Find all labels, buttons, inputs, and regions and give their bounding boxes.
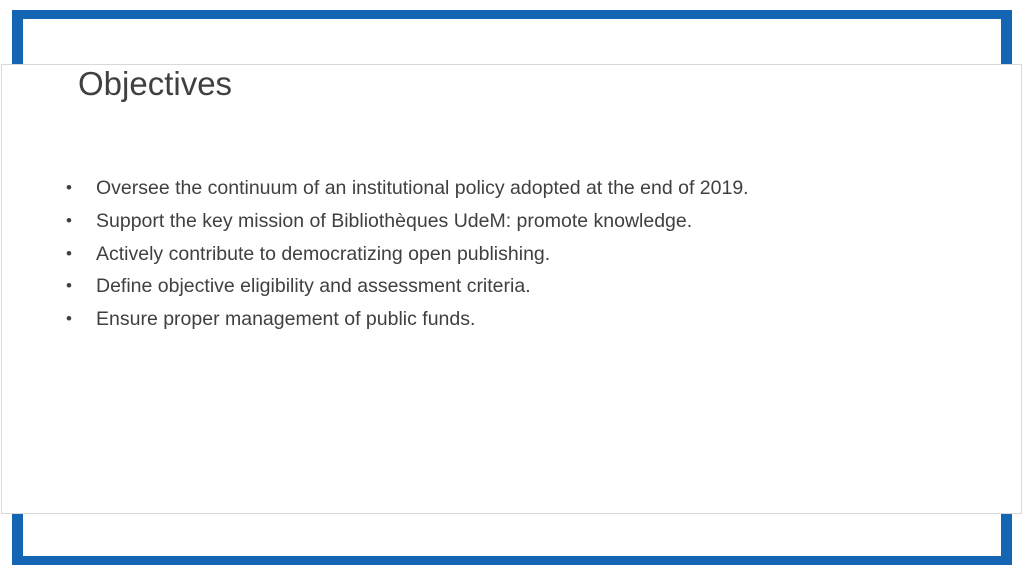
bullet-item xyxy=(66,303,749,336)
frame-top-left-corner xyxy=(12,10,23,65)
bullet-dot: • xyxy=(66,309,72,329)
bullet-text: Actively contribute to democratizing open publishing. xyxy=(96,242,551,265)
bullet-item xyxy=(66,172,749,205)
bullet-dot: • xyxy=(66,243,72,263)
bullet-dot: • xyxy=(66,178,72,197)
bullet-dot: • xyxy=(66,276,72,296)
bullet-text: Define objective eligibility and assessment criteria. xyxy=(96,275,531,298)
bullet-list xyxy=(66,172,749,336)
frame-bottom-left-corner xyxy=(12,514,23,565)
frame-bottom-bar xyxy=(12,556,1012,565)
bullet-item xyxy=(66,238,749,271)
frame-top-bar xyxy=(12,10,1012,19)
bullet-item xyxy=(66,270,749,303)
bullet-text: Support the key mission of Bibliothèques UdeM: promote knowledge. xyxy=(96,209,693,232)
slide-title: Objectives xyxy=(78,65,233,102)
frame-top-right-corner xyxy=(1001,10,1012,65)
bullet-text: Ensure proper management of public funds. xyxy=(96,308,476,331)
bullet-dot: • xyxy=(66,210,72,230)
bullet-item xyxy=(66,205,749,238)
frame-bottom-right-corner xyxy=(1001,514,1012,565)
bullet-text: Oversee the continuum of an institutional policy adopted at the end of 2019. xyxy=(96,177,749,199)
